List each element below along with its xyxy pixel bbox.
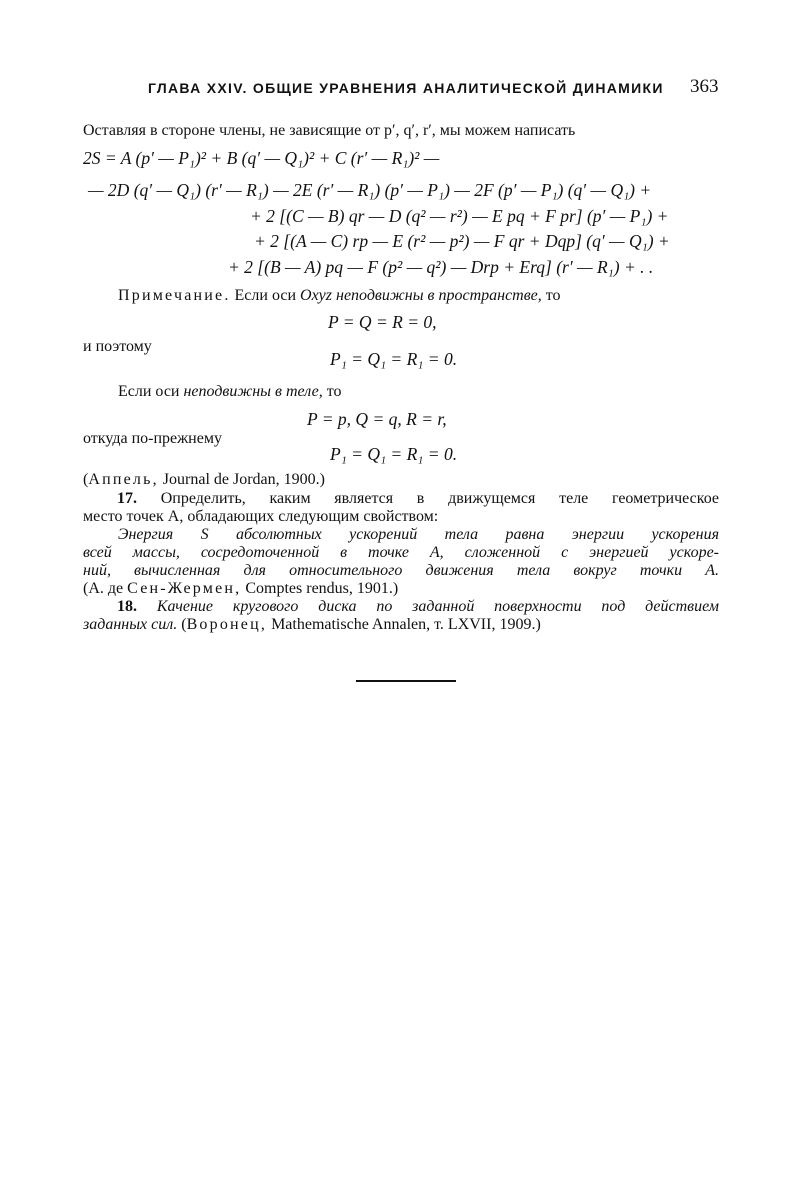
page-number: 363	[690, 76, 719, 97]
problem-18-number: 18.	[117, 598, 137, 615]
reference-text: Journal de Jordan, 1900.)	[162, 471, 325, 488]
problem-17-ref-text: Comptes rendus, 1901.)	[245, 580, 399, 597]
problem-18-ref-author: Воронец,	[186, 616, 268, 633]
problem-17-reference	[83, 580, 398, 598]
condition-paragraph	[118, 383, 341, 401]
problem-17-statement-2: место точек A, обладающих следующим свойством:	[83, 508, 439, 525]
condition-text-2: то	[326, 383, 342, 400]
note-text-1: Если оси	[234, 287, 297, 304]
problem-17-answer-2: всей массы, сосредоточенной в точке A, сложенной с энергией ускоре-	[83, 544, 719, 561]
equation-line-3: + 2 [(C — B) qr — D (q² — r²) — E pq + F pr] (p′ — P₁) +	[250, 206, 669, 226]
equation-line-5: + 2 [(B — A) pq — F (p² — q²) — Drp + Erq] (r′ — R₁) + . .	[228, 257, 654, 277]
condition-text-1: Если оси	[118, 383, 180, 400]
condition-italic: неподвижны в теле,	[183, 383, 323, 400]
equation-line-2: — 2D (q′ — Q₁) (r′ — R₁) — 2E (r′ — R₁) (p′ — P₁) — 2F (p′ — P₁) (q′ — Q₁) +	[88, 180, 652, 200]
note-equation-2: P₁ = Q₁ = R₁ = 0.	[330, 349, 458, 369]
note-equation-3: P = p, Q = q, R = r,	[307, 409, 447, 429]
note-italic-1: неподвижны в пространстве,	[336, 287, 542, 304]
chapter-header: ГЛАВА XXIV. ОБЩИЕ УРАВНЕНИЯ АНАЛИТИЧЕСКОЙ ДИНАМИКИ	[148, 80, 664, 96]
problem-18-statement-1: Качение кругового диска по заданной поверхности под действием	[156, 598, 720, 615]
note-paragraph	[118, 287, 561, 305]
problem-17-statement-1: Определить, каким является в движущемся теле геометрическое	[160, 490, 720, 507]
problem-17-answer-3: ний, вычисленная для относительного движения тела вокруг точки A.	[83, 562, 719, 579]
problem-17-ref-prefix: (А. де	[83, 580, 124, 597]
note-equation-1: P = Q = R = 0,	[328, 312, 437, 332]
note-lead-3: откуда по-прежнему	[83, 430, 222, 447]
note-text-2: то	[545, 287, 561, 304]
problem-17-line-1	[83, 490, 719, 508]
note-equation-4: P₁ = Q₁ = R₁ = 0.	[330, 444, 458, 464]
end-rule	[356, 680, 456, 682]
equation-line-4: + 2 [(A — C) rp — E (r² — p²) — F qr + Dqp] (q′ — Q₁) +	[254, 231, 670, 251]
problem-18-statement-2: заданных сил.	[83, 616, 178, 633]
reference-appell: (Аппель, Journal de Jordan, 1900.)	[83, 471, 325, 488]
intro-text: Оставляя в стороне члены, не зависящие от p′, q′, r′, мы можем написать	[83, 122, 576, 139]
problem-17-number: 17.	[117, 490, 137, 507]
equation-line-1: 2S = A (p′ — P₁)² + B (q′ — Q₁)² + C (r′ — R₁)² —	[83, 148, 440, 168]
problem-17-answer-1: Энергия S абсолютных ускорений тела равна энергии ускорения	[118, 526, 719, 543]
note-axes: Oxyz	[300, 287, 332, 304]
problem-18-line-2: заданных сил. (Воронец, Mathematische Annalen, т. LXVII, 1909.)	[83, 616, 541, 633]
problem-17-ref-author: Сен-Жермен,	[127, 580, 242, 597]
note-lead-2: и поэтому	[83, 338, 152, 355]
problem-18-line-1	[83, 598, 719, 616]
reference-author: Аппель,	[88, 471, 159, 488]
problem-18-ref-text: Mathematische Annalen, т. LXVII, 1909.)	[271, 616, 541, 633]
note-label: Примечание.	[118, 287, 231, 304]
